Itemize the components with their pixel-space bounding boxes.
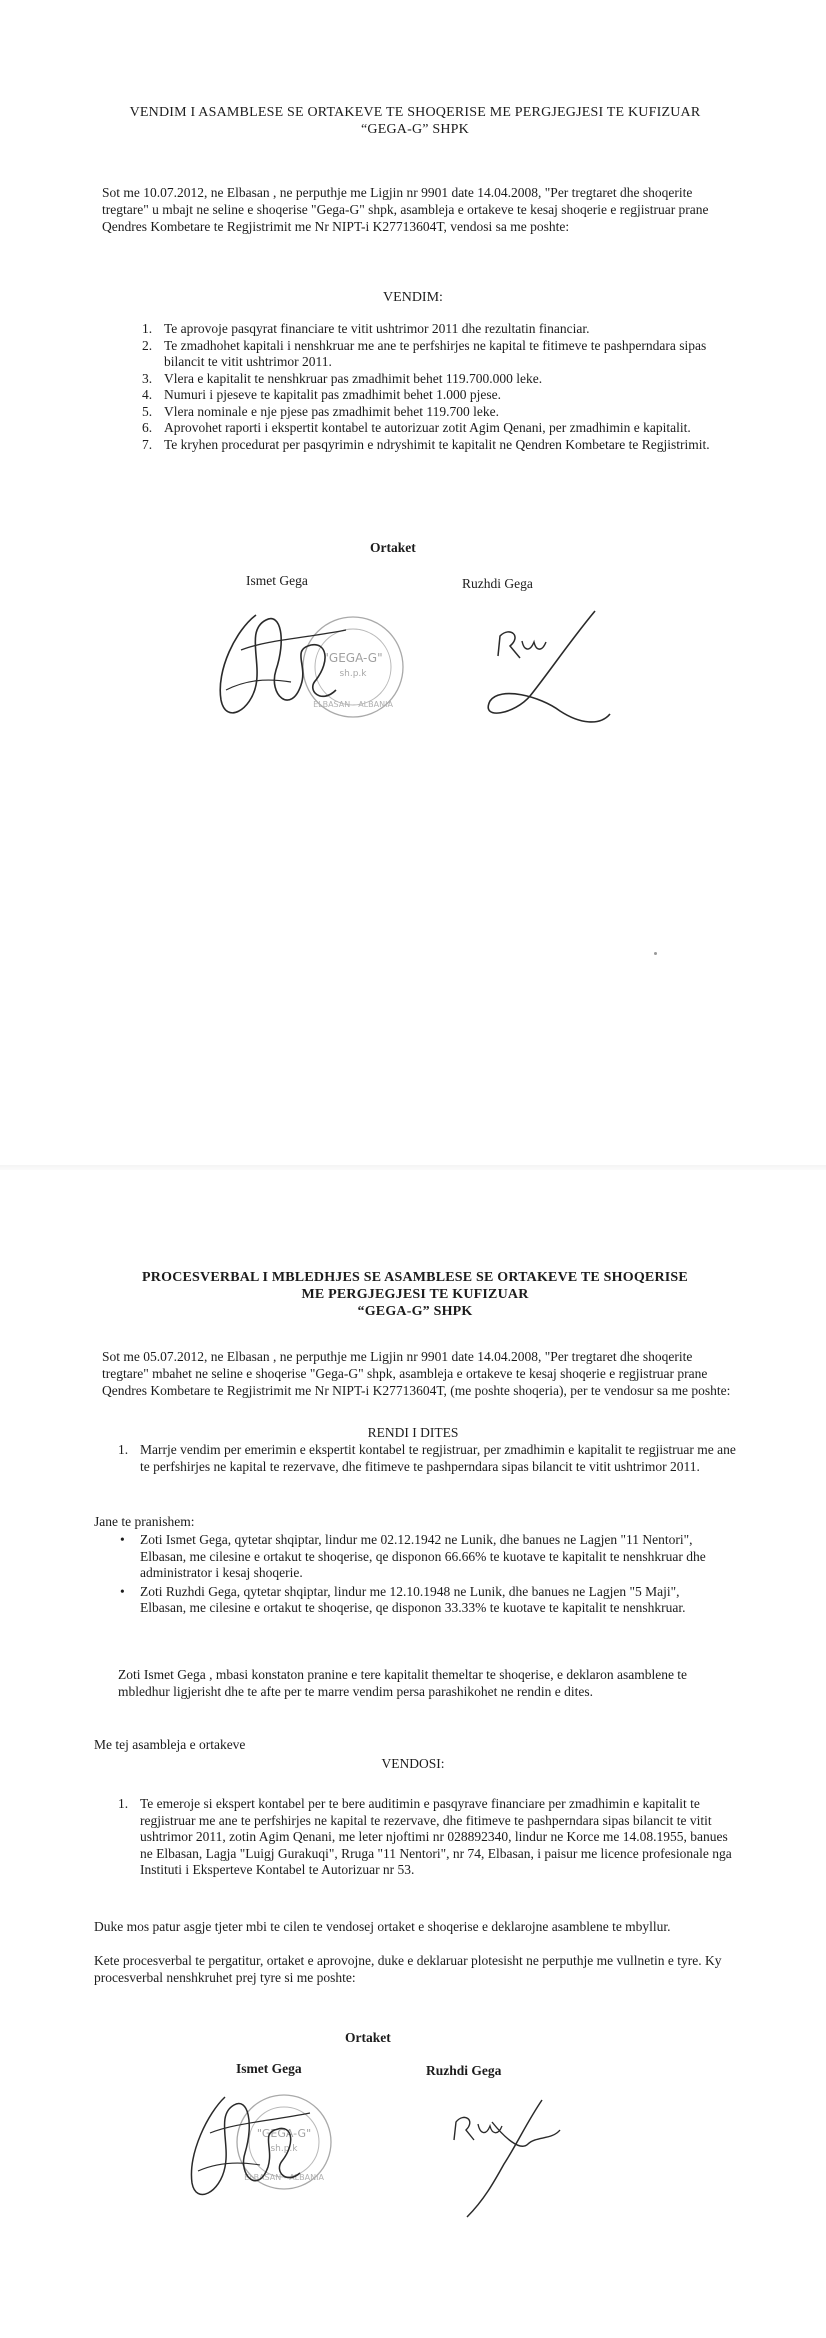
decision-item: 6. Aprovohet raporti i ekspertit kontabel te autorizuar zotit Agim Qenani, per zmadhimin e kapitalit.	[142, 420, 691, 435]
decision-item: 3. Vlera e kapitalit te nenshkruar pas zmadhimit behet 119.700.000 leke.	[142, 370, 543, 386]
signature-ismet	[196, 590, 366, 740]
agenda-heading: RENDI I DITES	[367, 1425, 459, 1440]
vendim-decision-list	[142, 321, 738, 453]
decision-item: 7. Te kryhen procedurat per pasqyrimin e ndryshimit te kapitalit ne Qendren Kombetare te Regjistrimit.	[142, 436, 710, 452]
page-procesverbal	[0, 1170, 826, 2338]
decision-item: 4. Numuri i pjeseve te kapitalit pas zmadhimit behet 1.000 pjese.	[142, 387, 502, 402]
procesverbal-title	[90, 1269, 740, 1320]
vendim-intro: Sot me 10.07.2012, ne Elbasan , ne perputhje me Ligjin nr 9901 date 14.04.2008, "Per tregtaret dhe shoqerite tregtare" u mbajt ne seline e shoqerise "Gega-G" shpk, asambleja e ortakeve te kesaj shoqerie e regjistruar prane Qendres Kombetare te Regjistrimit me Nr NIPT-i K27713604T, vendosi sa me poshte:	[102, 185, 709, 234]
agenda-list	[118, 1442, 738, 1475]
continue-line: Me tej asambleja e ortakeve	[94, 1737, 246, 1752]
vendim-title-line2: “GEGA-G” SHPK	[361, 122, 469, 137]
present-label: Jane te pranishem:	[94, 1514, 195, 1529]
svg-text:ELBASAN - ALBANIA: ELBASAN - ALBANIA	[244, 2173, 324, 2182]
vendosi-heading: VENDOSI:	[381, 1756, 445, 1771]
vendim-title	[90, 104, 740, 138]
procesverbal-intro: Sot me 05.07.2012, ne Elbasan , ne perputhje me Ligjin nr 9901 date 14.04.2008, "Per tregtaret dhe shoqerite tregtare" mbahet ne seline e shoqerise "Gega-G" shpk, asambleja e ortakeve te kesaj shoqerie e regjistruar prane Qendres Kombetare te Regjistrimit me Nr NIPT-i K27713604T, (me poshte shoqeria), per te vendosur sa me poshte:	[102, 1349, 731, 1398]
procesverbal-title-line1: PROCESVERBAL I MBLEDHJES SE ASAMBLESE SE ORTAKEVE TE SHOQERISE	[142, 1270, 688, 1285]
signature-ruzhdi	[460, 596, 620, 746]
ortaket-heading: Ortaket	[370, 540, 416, 555]
decision-item: 1. Te aprovoje pasqyrat financiare te vitit ushtrimor 2011 dhe rezultatin financiar.	[142, 321, 590, 336]
signer-ismet-label: Ismet Gega	[246, 573, 308, 588]
decision-item: 2. Te zmadhohet kapitali i nenshkruar me ane te perfshirjes ne kapital te fitimeve te pashperndara sipas bilancit te vitit ushtrimor 2011.	[142, 337, 707, 369]
svg-text:"GEGA-G": "GEGA-G"	[323, 651, 383, 665]
procesverbal-decision-list	[118, 1796, 738, 1879]
svg-text:sh.p.k: sh.p.k	[270, 2144, 298, 2154]
signer-ismet-label: Ismet Gega	[236, 2061, 302, 2076]
vendim-title-line1: VENDIM I ASAMBLESE SE ORTAKEVE TE SHOQERISE ME PERGJEGJESI TE KUFIZUAR	[129, 105, 701, 120]
svg-text:ELBASAN - ALBANIA: ELBASAN - ALBANIA	[313, 700, 393, 709]
attendee-item: • Zoti Ismet Gega, qytetar shqiptar, lindur me 02.12.1942 ne Lunik, dhe banues ne Lagjen "11 Nentori", Elbasan, me cilesine e ortakut te shoqerise, qe disponon 66.66% te kuotave te kapitalit te nenshkruar dhe administrator i kesaj shoqerie.	[120, 1532, 706, 1580]
attendee-item: • Zoti Ruzhdi Gega, qytetar shqiptar, lindur me 12.10.1948 ne Lunik, dhe banues ne Lagjen "5 Maji", Elbasan, me cilesine e ortakut te shoqerise, qe disponon 33.33% te kuotave te kapitalit te nenshkruar.	[120, 1583, 686, 1615]
scan-speck	[654, 952, 657, 955]
signature-ismet	[170, 2075, 330, 2220]
procesverbal-title-line2: ME PERGJEGJESI TE KUFIZUAR	[301, 1287, 529, 1302]
svg-text:sh.p.k: sh.p.k	[339, 669, 367, 679]
ortaket-heading: Ortaket	[345, 2030, 391, 2045]
signer-ruzhdi-label: Ruzhdi Gega	[426, 2063, 502, 2078]
agenda-item: 1. Marrje vendim per emerimin e ekspertit kontabel te regjistruar, per zmadhimin e kapitalit te regjistruar me ane te perfshirjes ne kapital te rezervave, dhe fitimeve te pashperndara sipas bilancit te vitit ushtrimor 2011.	[118, 1442, 736, 1474]
closing-paragraph-2: Kete procesverbal te pergatitur, ortaket e aprovojne, duke e deklaruar plotesisht ne perputhje me vullnetin e tyre. Ky procesverbal nenshkruhet prej tyre si me poshte:	[94, 1953, 722, 1985]
procesverbal-title-line3: “GEGA-G” SHPK	[357, 1304, 473, 1319]
vendim-heading: VENDIM:	[383, 290, 443, 305]
decision-item: 1. Te emeroje si ekspert kontabel per te bere auditimin e pasqyrave financiare per zmadhimin e kapitalit te regjistruar me ane te perfshirjes ne kapital te rezervave, dhe fitimeve te pashperndara sipas bilancit te vitit ushtrimor 2011, zotin Agim Qenani, me leter njoftimi nr 028892340, lindur ne Korce me 14.08.1955, banues ne Elbasan, Lagja "Luigj Gurakuqi", Rruga "11 Nentori", nr 74, Elbasan, i paisur me licence profesionale nga Instituti i Eksperteve Kontabel te Autorizuar nr 53.	[118, 1796, 732, 1877]
signature-ruzhdi	[432, 2082, 582, 2232]
signer-ruzhdi-label: Ruzhdi Gega	[462, 576, 533, 591]
quorum-statement: Zoti Ismet Gega , mbasi konstaton pranine e tere kapitalit themeltar te shoqerise, e deklaron asamblene te mbledhur ligjerisht dhe te afte per te marre vendim persa parashikohet ne rendin e dites.	[118, 1667, 688, 1699]
closing-paragraph-1: Duke mos patur asgje tjeter mbi te cilen te vendosej ortaket e shoqerise e deklarojne asamblene te mbyllur.	[94, 1919, 671, 1934]
svg-text:"GEGA-G": "GEGA-G"	[256, 2127, 312, 2140]
decision-item: 5. Vlera nominale e nje pjese pas zmadhimit behet 119.700 leke.	[142, 403, 500, 419]
attendee-list	[118, 1532, 718, 1619]
